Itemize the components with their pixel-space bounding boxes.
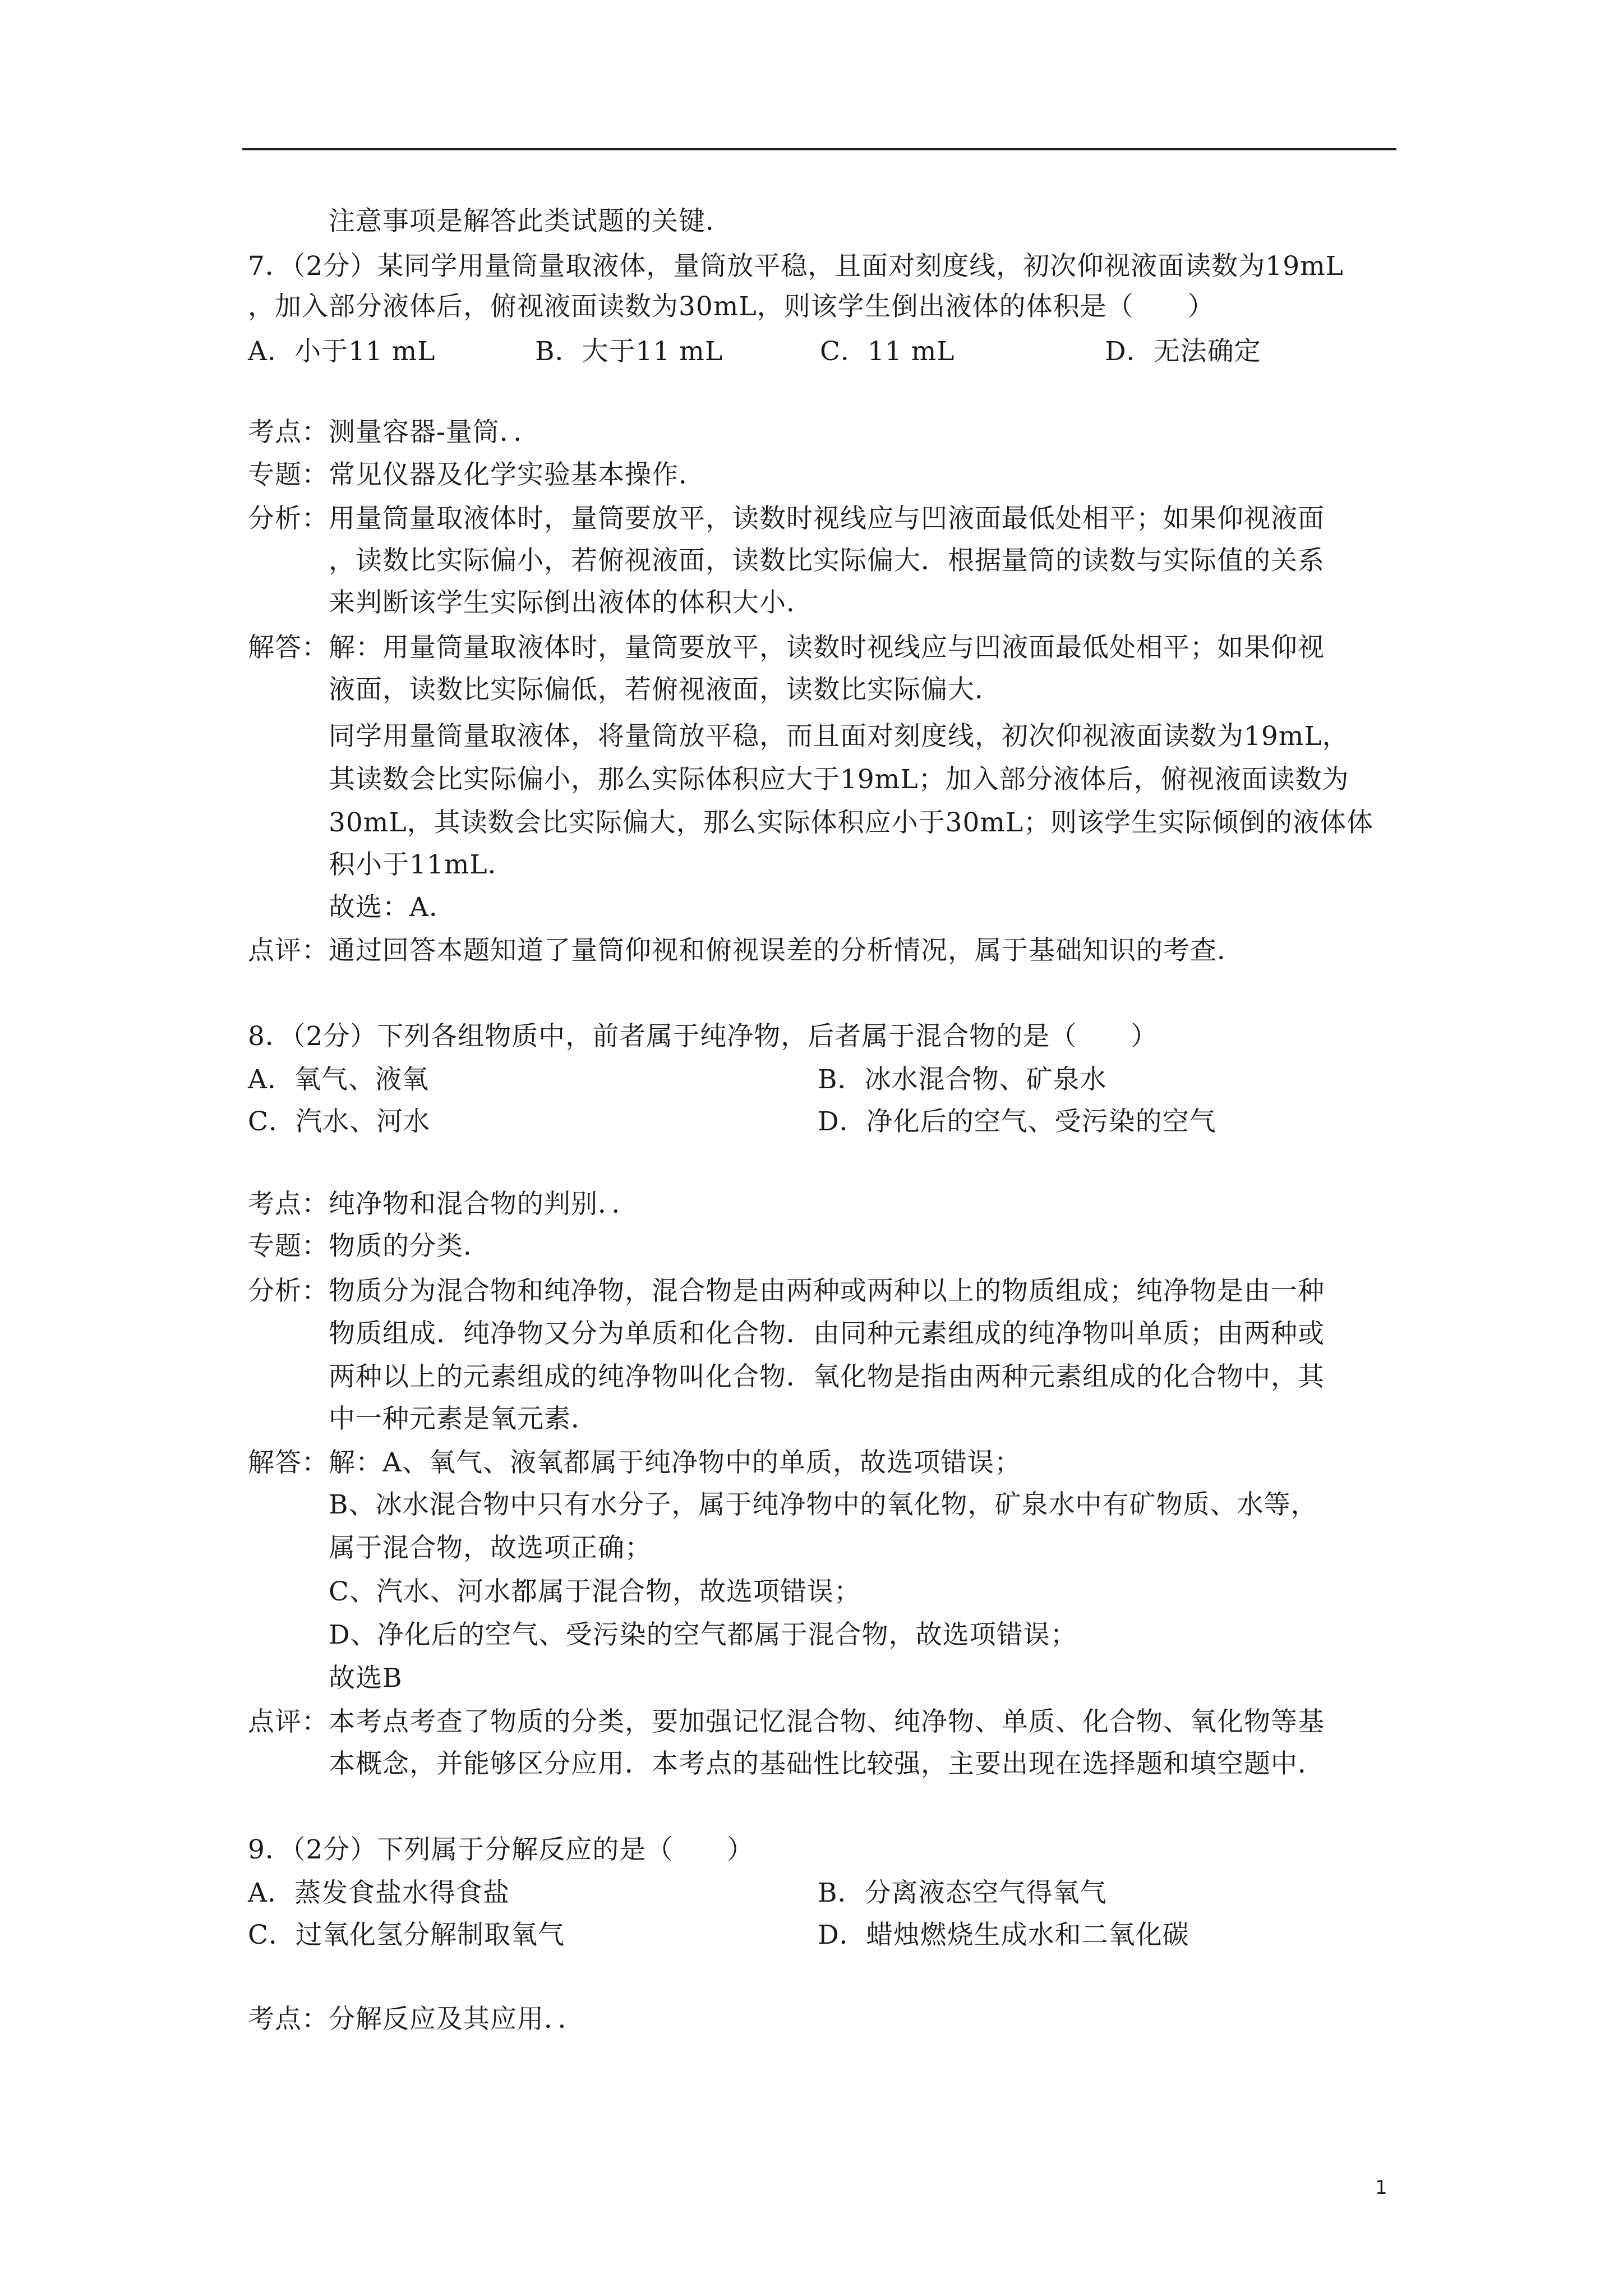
q8-jieda-line: 故选B [329, 1663, 403, 1694]
q8-dianping-line: 本概念，并能够区分应用．本考点的基础性比较强，主要出现在选择题和填空题中． [329, 1749, 1325, 1779]
q7-jieda-line: 同学用量筒量取液体，将量筒放平稳，而且面对刻度线，初次仰视液面读数为19mL， [329, 721, 1349, 752]
q8-jieda-line: 解答：解：A、氧气、液氧都属于纯净物中的单质，故选项错误； [248, 1447, 1021, 1478]
q8-option-a: A．氧气、液氧 [248, 1064, 429, 1095]
q8-stem: 8．（2分）下列各组物质中，前者属于纯净物，后者属于混合物的是（ ） [248, 1021, 1158, 1052]
q7-option-d: D．无法确定 [1105, 336, 1261, 367]
q7-jieda-line: 积小于11mL． [329, 849, 515, 880]
q8-fenxi-line: 分析：物质分为混合物和纯净物，混合物是由两种或两种以上的物质组成；纯净物是由一种 [248, 1276, 1325, 1306]
q7-jieda-line: 液面，读数比实际偏低，若俯视液面，读数比实际偏大． [329, 674, 1002, 705]
q7-jieda-line: 其读数会比实际偏小，那么实际体积应大于19mL；加入部分液体后，俯视液面读数为 [329, 764, 1349, 795]
q7-fenxi-line: 分析：用量筒量取液体时，量筒要放平，读数时视线应与凹液面最低处相平；如果仰视液面 [248, 503, 1325, 534]
q7-dianping: 点评：通过回答本题知道了量筒仰视和俯视误差的分析情况，属于基础知识的考查． [248, 935, 1244, 966]
q8-zhuanti: 专题：物质的分类． [248, 1231, 490, 1262]
q7-zhuanti: 专题：常见仪器及化学实验基本操作． [248, 459, 706, 490]
q7-option-a: A．小于11 mL [248, 336, 436, 367]
q7-jieda-line: 解答：解：用量筒量取液体时，量筒要放平，读数时视线应与凹液面最低处相平；如果仰视 [248, 632, 1325, 663]
q9-option-d: D．蜡烛燃烧生成水和二氧化碳 [818, 1920, 1189, 1950]
q7-kaodian: 考点：测量容器-量筒．． [248, 417, 541, 448]
q8-jieda-line: 属于混合物，故选项正确； [329, 1533, 652, 1563]
q8-option-b: B．冰水混合物、矿泉水 [818, 1064, 1107, 1095]
q7-jieda-line: 30mL，其读数会比实际偏大，那么实际体积应小于30mL；则该学生实际倾倒的液体体 [329, 807, 1374, 838]
header-note: 注意事项是解答此类试题的关键． [329, 206, 732, 237]
q7-stem-line1: 7．（2分）某同学用量筒量取液体，量筒放平稳，且面对刻度线，初次仰视液面读数为19mL [248, 251, 1344, 282]
q8-kaodian: 考点：纯净物和混合物的判别．． [248, 1189, 639, 1220]
q9-option-b: B．分离液态空气得氧气 [818, 1878, 1107, 1908]
q8-option-c: C．汽水、河水 [248, 1106, 430, 1137]
q8-jieda-line: D、净化后的空气、受污染的空气都属于混合物，故选项错误； [329, 1619, 1077, 1650]
page-number: 1 [1375, 2177, 1387, 2199]
q8-jieda-line: B、冰水混合物中只有水分子，属于纯净物中的氧化物，矿泉水中有矿物质、水等， [329, 1489, 1318, 1520]
q9-option-c: C．过氧化氢分解制取氧气 [248, 1920, 565, 1950]
q7-stem-line2: ，加入部分液体后，俯视液面读数为30mL，则该学生倒出液体的体积是（ ） [248, 291, 1215, 322]
q8-fenxi-line: 两种以上的元素组成的纯净物叫化合物．氧化物是指由两种元素组成的化合物中，其 [329, 1361, 1325, 1392]
q8-fenxi-line: 中一种元素是氧元素． [329, 1404, 598, 1434]
q8-dianping-line: 点评：本考点考查了物质的分类，要加强记忆混合物、纯净物、单质、化合物、氧化物等基 [248, 1706, 1325, 1737]
q8-option-d: D．净化后的空气、受污染的空气 [818, 1106, 1216, 1137]
q7-option-b: B．大于11 mL [535, 336, 723, 367]
q8-jieda-line: C、汽水、河水都属于混合物，故选项错误； [329, 1576, 861, 1607]
q9-kaodian: 考点：分解反应及其应用．． [248, 2004, 585, 2035]
q7-fenxi-line: ，读数比实际偏小，若俯视液面，读数比实际偏大．根据量筒的读数与实际值的关系 [329, 545, 1325, 576]
q8-fenxi-line: 物质组成．纯净物又分为单质和化合物．由同种元素组成的纯净物叫单质；由两种或 [329, 1318, 1325, 1349]
q7-fenxi-line: 来判断该学生实际倒出液体的体积大小． [329, 587, 813, 618]
q7-option-c: C．11 mL [820, 336, 955, 367]
q7-jieda-line: 故选：A． [329, 892, 456, 923]
q9-stem: 9．（2分）下列属于分解反应的是（ ） [248, 1834, 754, 1865]
q9-option-a: A．蒸发食盐水得食盐 [248, 1878, 510, 1908]
header-rule [242, 148, 1396, 150]
